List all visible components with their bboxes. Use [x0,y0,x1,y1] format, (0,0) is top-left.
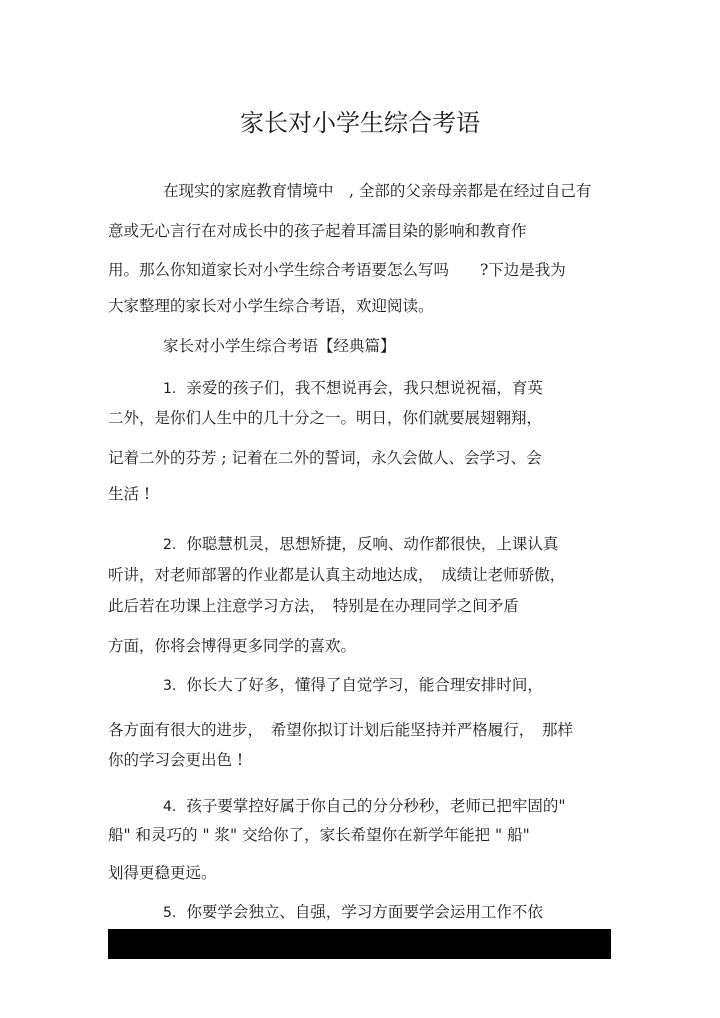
item-2-line-3: 此后若在功课上注意学习方法， 特别是在办理同学之间矛盾 [108,597,519,615]
intro-line-1: 在现实的家庭教育情境中 , 全部的父亲母亲都是在经过自己有 [163,182,592,200]
item-2-number: 2. [163,537,177,553]
redaction-bar [108,929,611,959]
item-4-line-2: 船" 和灵巧的 " 浆" 交给你了，家长希望你在新学年能把 " 船" [108,826,530,844]
item-1-line-2: 二外，是你们人生中的几十分之一。明日，你们就要展翅翱翔， [108,409,543,427]
item-4-text-1: 孩子要掌控好属于你自己的分分秒秒，老师已把牢固的" [186,797,566,815]
item-2-line-4: 方面，你将会博得更多同学的喜欢。 [108,637,357,655]
item-5-text-1: 你要学会独立、自强，学习方面要学会运用工作不依 [186,903,543,921]
item-3-line-3: 你的学习会更出色 ! [108,751,244,769]
item-2-line-2: 听讲，对老师部署的作业都是认真主动地达成， 成绩让老师骄傲， [108,566,566,584]
item-1-number: 1. [163,381,177,397]
item-3-line-2: 各方面有很大的进步， 希望你拟订计划后能坚持并严格履行， 那样 [108,721,574,739]
item-1-text-1: 亲爱的孩子们，我不想说再会，我只想说祝福，育英 [186,379,543,397]
item-3-number: 3. [163,678,177,694]
item-2-text-1: 你聪慧机灵，思想矫捷，反响、动作都很快，上课认真 [186,535,559,553]
section-heading: 家长对小学生综合考语【经典篇】 [163,337,396,355]
item-1-line-4: 生活 ! [108,485,151,503]
item-1-line-1 [163,378,543,399]
item-2-line-1 [163,534,558,555]
item-4-line-1 [163,796,566,817]
document-title: 家长对小学生综合考语 [240,109,480,137]
item-4-line-3: 划得更稳更远。 [108,864,217,882]
item-1-line-3: 记着二外的芬芳 ; 记着在二外的誓词，永久会做人、会学习、会 [108,449,542,467]
item-4-number: 4. [163,799,177,815]
item-5-number: 5. [163,905,177,921]
item-5-line-1 [163,902,543,923]
intro-line-3: 用。那么你知道家长对小学生综合考语要怎么写吗 ?下边是我为 [108,261,566,279]
item-3-text-1: 你长大了好多，懂得了自觉学习，能合理安排时间， [186,676,543,694]
item-3-line-1 [163,675,543,696]
intro-line-2: 意或无心言行在对成长中的孩子起着耳濡目染的影响和教育作 [108,222,527,240]
intro-line-4: 大家整理的家长对小学生综合考语，欢迎阅读。 [108,297,434,315]
